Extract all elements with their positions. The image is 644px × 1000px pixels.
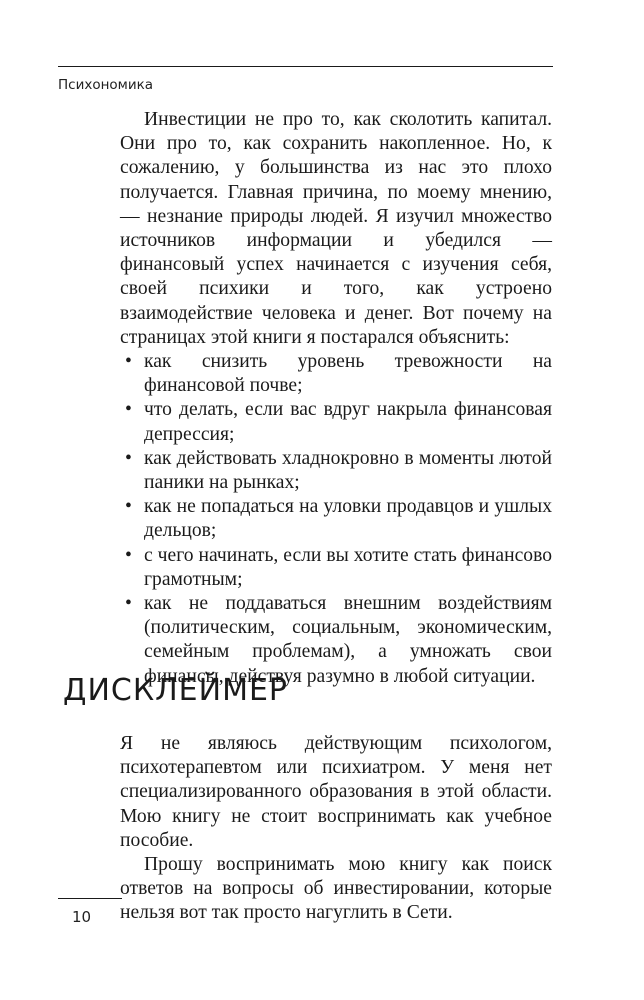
- list-item: • как не попадаться на уловки продавцов и ушлых дельцов;: [120, 495, 552, 543]
- topics-list: [120, 350, 552, 689]
- list-item: • как снизить уровень тревожности на финансовой почве;: [120, 350, 552, 398]
- page-number: 10: [72, 908, 92, 926]
- section-heading: ДИСКЛЕЙМЕР: [63, 673, 289, 708]
- disclaimer-section: [120, 732, 552, 926]
- header-rule: [58, 66, 553, 67]
- list-item: • с чего начинать, если вы хотите стать финансово грамотным;: [120, 544, 552, 592]
- disclaimer-paragraph: Я не являюсь действующим психологом, психотерапевтом или психиатром. У меня нет специализированного образования в этой области. Мою книгу не стоит воспринимать как учебное пособие.: [120, 733, 552, 851]
- list-item: • что делать, если вас вдруг накрыла финансовая депрессия;: [120, 398, 552, 446]
- intro-section: [120, 108, 552, 689]
- list-item: • как не поддаваться внешним воздействиям (политическим, социальным, экономическим, семейным проблемам), а умножать свои финансы, действуя разумно в любой ситуации.: [120, 592, 552, 689]
- disclaimer-paragraph: Прошу воспринимать мою книгу как поиск ответов на вопросы об инвестировании, которые нельзя вот так просто нагуглить в Сети.: [120, 854, 552, 924]
- footer-rule: [58, 898, 122, 899]
- running-title: Психономика: [58, 77, 154, 93]
- intro-paragraph: Инвестиции не про то, как сколотить капитал. Они про то, как сохранить накопленное. Но, к сожалению, у большинства из нас это плохо получается. Главная причина, по моему мнению, — незнание природы людей. Я изучил множество источников информации и убедился — финансовый успех начинается с изучения себя, своей психики и того, как устроено взаимодействие человека и денег. Вот почему на страницах этой книги я постарался объяснить:: [120, 109, 552, 348]
- list-item: • как действовать хладнокровно в моменты лютой паники на рынках;: [120, 447, 552, 495]
